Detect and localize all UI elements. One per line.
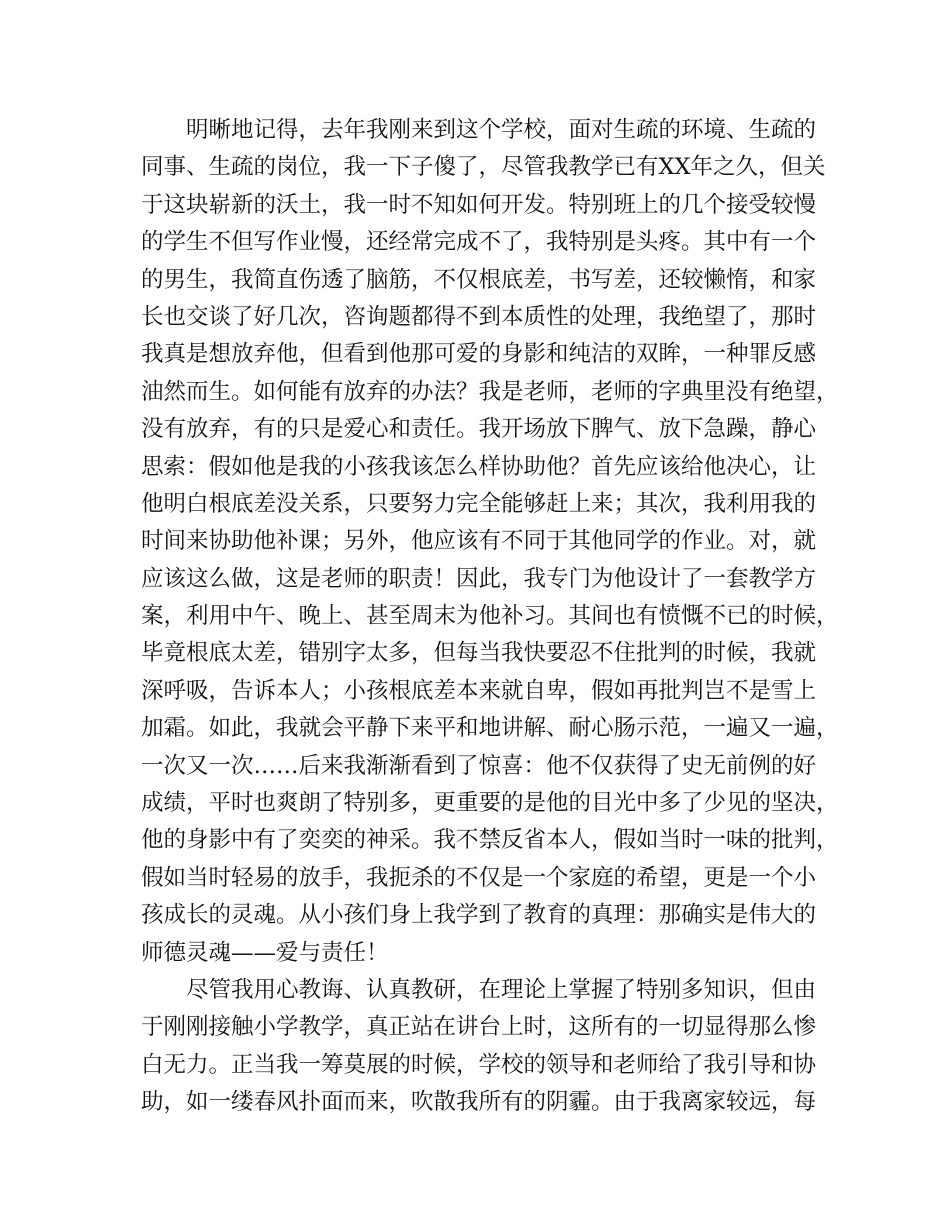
text-line: 我真是想放弃他，但看到他那可爱的身影和纯洁的双眸，一种罪反感 <box>141 341 817 368</box>
text-line: 一次又一次……后来我渐渐看到了惊喜：他不仅获得了史无前例的好 <box>141 752 817 779</box>
text-line: 油然而生。如何能有放弃的办法？我是老师，老师的字典里没有绝望， <box>141 378 839 405</box>
document-page <box>141 112 839 1122</box>
text-line: 应该这么做，这是老师的职责！因此，我专门为他设计了一套教学方 <box>141 565 817 592</box>
text-line: 时间来协助他补课；另外，他应该有不同于其他同学的作业。对，就 <box>141 528 817 555</box>
text-line: 孩成长的灵魂。从小孩们身上我学到了教育的真理：那确实是伟大的 <box>141 902 817 929</box>
text-line: 的男生，我简直伤透了脑筋，不仅根底差，书写差，还较懒惰，和家 <box>141 266 817 293</box>
text-line: 助，如一缕春风扑面而来，吹散我所有的阴霾。由于我离家较远，每 <box>141 1089 817 1116</box>
text-line: 于刚刚接触小学教学，真正站在讲台上时，这所有的一切显得那么惨 <box>141 1014 817 1041</box>
text-line: 深呼吸，告诉本人；小孩根底差本来就自卑，假如再批判岂不是雪上 <box>141 677 817 704</box>
text-line: 于这块崭新的沃土，我一时不知如何开发。特别班上的几个接受较慢 <box>141 191 817 218</box>
text-line: 白无力。正当我一筹莫展的时候，学校的领导和老师给了我引导和协 <box>141 1051 817 1078</box>
text-line: 的学生不但写作业慢，还经常完成不了，我特别是头疼。其中有一个 <box>141 229 817 256</box>
text-line: 毕竟根底太差，错别字太多，但每当我快要忍不住批判的时候，我就 <box>141 640 817 667</box>
text-line: 明晰地记得，去年我刚来到这个学校，面对生疏的环境、生疏的 <box>186 117 817 143</box>
text-line: 同事、生疏的岗位，我一下子傻了，尽管我教学已有XX年之久，但关 <box>141 154 826 181</box>
text-line: 案，利用中午、晚上、甚至周末为他补习。其间也有愤慨不已的时候， <box>141 603 839 630</box>
text-line: 成绩，平时也爽朗了特别多，更重要的是他的目光中多了少见的坚决， <box>141 790 839 817</box>
text-line: 假如当时轻易的放手，我扼杀的不仅是一个家庭的希望，更是一个小 <box>141 864 817 891</box>
text-line: 思索：假如他是我的小孩我该怎么样协助他？首先应该给他决心，让 <box>141 453 817 480</box>
text-line: 师德灵魂——爱与责任！ <box>141 939 389 966</box>
text-line: 没有放弃，有的只是爱心和责任。我开场放下脾气、放下急躁，静心 <box>141 416 817 443</box>
text-line: 他明白根底差没关系，只要努力完全能够赶上来；其次，我利用我的 <box>141 490 817 517</box>
paragraph-1 <box>141 112 839 972</box>
paragraph-2 <box>141 972 817 1122</box>
text-line: 加霜。如此，我就会平静下来平和地讲解、耐心肠示范，一遍又一遍， <box>141 715 839 742</box>
text-line: 他的身影中有了奕奕的神采。我不禁反省本人，假如当时一味的批判， <box>141 827 839 854</box>
text-line: 尽管我用心教诲、认真教研，在理论上掌握了特别多知识，但由 <box>186 976 817 1003</box>
text-line: 长也交谈了好几次，咨询题都得不到本质性的处理，我绝望了，那时 <box>141 303 817 330</box>
